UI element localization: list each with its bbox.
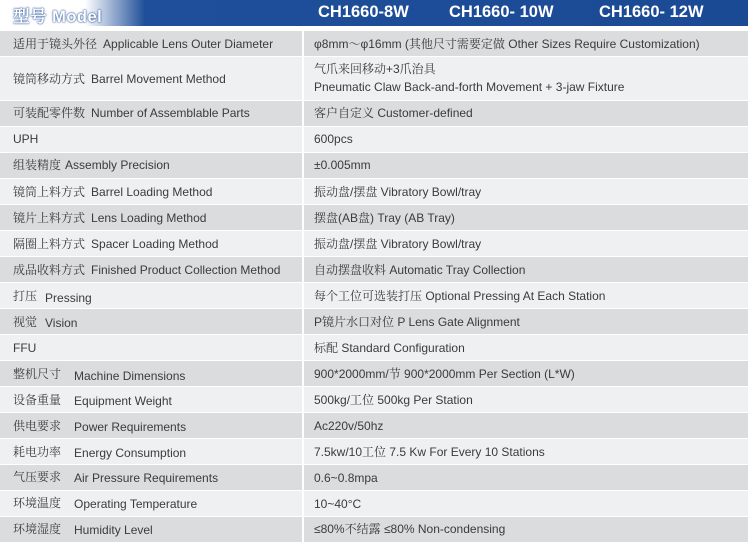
spec-label — [13, 314, 77, 330]
spec-row-pressing — [0, 283, 748, 309]
column-divider — [302, 335, 304, 360]
column-divider — [302, 361, 304, 386]
column-divider — [302, 309, 304, 334]
spec-label-cn: 成品收料方式 — [13, 263, 86, 277]
spec-label-cn: 耗电功率 — [13, 445, 62, 459]
spec-label-en: Finished Product Collection Method — [91, 263, 281, 277]
spec-label-en: Number of Assemblable Parts — [91, 106, 250, 120]
column-divider — [302, 127, 304, 152]
column-divider — [302, 57, 304, 100]
spec-row-energy-consumption — [0, 439, 748, 465]
spec-row-humidity — [0, 517, 748, 543]
spec-value: ±0.005mm — [314, 158, 371, 172]
spec-value: P镜片水口对位 P Lens Gate Alignment — [314, 315, 520, 329]
spec-label-cn: 组装精度 — [13, 158, 62, 172]
spec-label-cn: 可装配零件数 — [13, 106, 86, 120]
spec-label — [13, 418, 186, 434]
spec-label-en: Assembly Precision — [65, 158, 170, 172]
spec-value: 自动摆盘收料 Automatic Tray Collection — [314, 263, 526, 277]
spec-value: 振动盘/摆盘 Vibratory Bowl/tray — [314, 185, 482, 199]
spec-row-equipment-weight — [0, 387, 748, 413]
column-divider — [302, 153, 304, 178]
spec-label-cn: FFU — [13, 341, 37, 355]
column-divider — [302, 517, 304, 542]
spec-label-cn: 镜筒上料方式 — [13, 185, 86, 199]
spec-value: 7.5kw/10工位 7.5 Kw For Every 10 Stations — [314, 445, 545, 459]
spec-label-cn: 镜片上料方式 — [13, 211, 86, 225]
model-name-10w: CH1660- 10W — [449, 3, 554, 21]
spec-label-cn: 隔圈上料方式 — [13, 237, 86, 251]
spec-value: 客户自定义 Customer-defined — [314, 106, 473, 120]
spec-row-assembly-precision — [0, 153, 748, 179]
spec-value: 振动盘/摆盘 Vibratory Bowl/tray — [314, 237, 482, 251]
spec-label — [13, 340, 36, 356]
column-divider — [302, 101, 304, 126]
spec-value-line2: Pneumatic Claw Back-and-forth Movement + 3-jaw Fixture — [314, 80, 625, 94]
spec-row-lens-loading — [0, 205, 748, 231]
spec-row-barrel-loading — [0, 179, 748, 205]
spec-label-cn: 打压 — [13, 289, 38, 303]
spec-value: 10~40°C — [314, 497, 362, 511]
column-divider — [302, 31, 304, 56]
spec-label — [13, 392, 172, 408]
spec-label-en: Pressing — [45, 291, 92, 305]
spec-label — [13, 157, 170, 173]
spec-label-en: Energy Consumption — [74, 446, 187, 460]
spec-row-lens-diameter — [0, 31, 748, 57]
spec-label-cn: 设备重量 — [13, 393, 62, 407]
spec-value: φ8mm～φ16mm (其他尺寸需要定做 Other Sizes Require Customization) — [314, 37, 700, 51]
spec-label-en: Machine Dimensions — [74, 369, 186, 383]
spec-label-en: Operating Temperature — [74, 497, 198, 511]
spec-label — [13, 444, 186, 460]
spec-row-vision — [0, 309, 748, 335]
spec-label-cn: 环境温度 — [13, 496, 62, 510]
spec-row-assemblable-parts — [0, 101, 748, 127]
spec-label — [13, 495, 197, 511]
column-divider — [302, 257, 304, 282]
spec-label-en: Power Requirements — [74, 420, 187, 434]
spec-value: 每个工位可选装打压 Optional Pressing At Each Station — [314, 289, 606, 303]
spec-row-spacer-loading — [0, 231, 748, 257]
spec-label — [13, 105, 250, 121]
spec-label-en: Barrel Loading Method — [91, 185, 213, 199]
spec-label-en: Equipment Weight — [74, 394, 172, 408]
spec-row-operating-temperature — [0, 491, 748, 517]
spec-value: 900*2000mm/节 900*2000mm Per Section (L*W) — [314, 367, 575, 381]
column-divider — [302, 491, 304, 516]
spec-value: 0.6~0.8mpa — [314, 471, 378, 485]
column-divider — [302, 387, 304, 412]
spec-value: 500kg/工位 500kg Per Station — [314, 393, 473, 407]
spec-row-power-requirements — [0, 413, 748, 439]
spec-label-en: Applicable Lens Outer Diameter — [103, 37, 274, 51]
spec-row-uph — [0, 127, 748, 153]
model-header-label: 型号 Model — [13, 8, 103, 26]
spec-label-cn: 整机尺寸 — [13, 367, 62, 381]
spec-row-barrel-movement — [0, 57, 748, 101]
column-divider — [302, 465, 304, 490]
spec-label — [13, 288, 92, 304]
spec-value: 600pcs — [314, 132, 353, 146]
spec-label-cn: 环境湿度 — [13, 522, 62, 536]
spec-label — [13, 366, 185, 382]
spec-label-cn: 供电要求 — [13, 419, 62, 433]
spec-table — [0, 31, 748, 543]
spec-label-en: Air Pressure Requirements — [74, 471, 219, 485]
spec-label — [13, 521, 153, 537]
spec-label-cn: 适用于镜头外径 — [13, 37, 98, 51]
spec-label-cn: 视觉 — [13, 315, 38, 329]
spec-label — [13, 71, 226, 87]
spec-value: ≤80%不结露 ≤80% Non-condensing — [314, 522, 506, 536]
column-divider — [302, 179, 304, 204]
spec-value: 气爪来回移动+3爪治具 — [314, 62, 436, 76]
spec-label-cn: 镜筒移动方式 — [13, 72, 86, 86]
spec-label — [13, 131, 38, 147]
column-divider — [302, 413, 304, 438]
spec-table-header — [0, 0, 748, 26]
spec-row-product-collection — [0, 257, 748, 283]
column-divider — [302, 231, 304, 256]
spec-label — [13, 236, 218, 252]
spec-label-cn: 气压要求 — [13, 470, 62, 484]
column-divider — [302, 439, 304, 464]
spec-label — [13, 262, 280, 278]
spec-label — [13, 184, 212, 200]
spec-label-cn: UPH — [13, 132, 39, 146]
spec-row-ffu — [0, 335, 748, 361]
spec-row-machine-dimensions — [0, 361, 748, 387]
spec-label-en: Vision — [45, 316, 78, 330]
spec-value: 标配 Standard Configuration — [314, 341, 465, 355]
column-divider — [302, 205, 304, 230]
column-divider — [302, 283, 304, 308]
model-name-8w: CH1660-8W — [318, 3, 409, 21]
spec-label — [13, 36, 273, 52]
spec-value: Ac220v/50hz — [314, 419, 384, 433]
spec-row-air-pressure — [0, 465, 748, 491]
spec-label-en: Spacer Loading Method — [91, 237, 219, 251]
spec-label-en: Humidity Level — [74, 523, 153, 537]
spec-label — [13, 210, 206, 226]
spec-label — [13, 469, 218, 485]
spec-value: 摆盘(AB盘) Tray (AB Tray) — [314, 211, 455, 225]
spec-label-en: Barrel Movement Method — [91, 72, 226, 86]
spec-label-en: Lens Loading Method — [91, 211, 207, 225]
model-name-12w: CH1660- 12W — [599, 3, 704, 21]
